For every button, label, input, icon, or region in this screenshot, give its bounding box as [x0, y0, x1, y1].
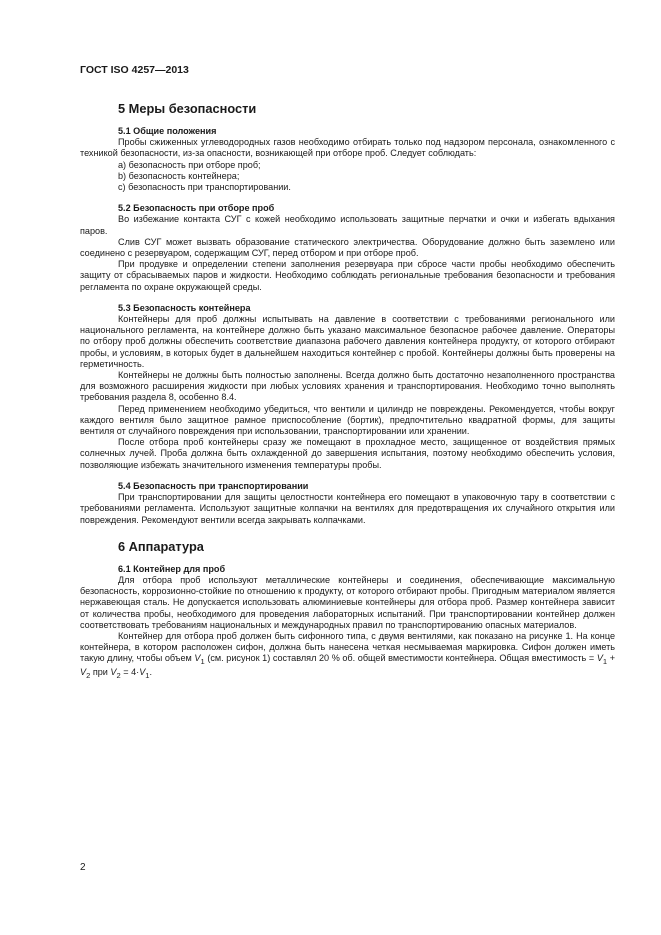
section-5-1-title: 5.1 Общие положения [118, 126, 217, 136]
section-5-title: 5 Меры безопасности [118, 101, 257, 116]
list-item: c) безопасность при транспортировании. [118, 182, 291, 193]
list-item: b) безопасность контейнера; [118, 170, 240, 181]
paragraph-formula: Контейнер для отбора проб должен быть сифонного типа, с двумя вентилями, как показано на рисунке 1. На конце контейнера, в котором расположен сифон, должна быть нанесена четкая несмываемая маркировка. Сифон должен иметь такую длину, чтобы объем $V_1$ (см. рисунок 1) составлял 20 % об. общей вместимости контейнера. Общая вместимость = $V_1 + V_2$ при $V_2 = 4\cdot V_1$. [80, 630, 616, 681]
paragraph: При продувке и определении степени заполнения резервуара при сбросе части пробы необходимо обеспечить защиту от сбрасываемых паров и жидкости. Необходимо соблюдать региональные требования безопасности и требования регламента по охране окружающей среды. [80, 259, 615, 292]
paragraph: Контейнеры для проб должны испытывать на давление в соответствии с требованиями регионального или национального регламента, на контейнере должно быть указано максимальное безопасное рабочее давление. Операторы по отбору проб должны обеспечить соответствие диапазона рабочего давления контейнера продукту, от которого отбирают пробы, и условиям, в которых будет в дальнейшем находиться контейнер с пробой. Контейнеры должны быть проверены на герметичность. [80, 314, 615, 369]
paragraph: Пробы сжиженных углеводородных газов необходимо отбирать только под надзором персонала, ознакомленного с техникой безопасности, из-за опасности, возникающей при отборе проб. Следует соблюдать: [80, 137, 615, 159]
paragraph: Перед применением необходимо убедиться, что вентили и цилиндр не повреждены. Рекомендуется, чтобы вокруг каждого вентиля было защитное рамное приспособление (бортик), предпочтительно квадратной формы, для защиты вентиля от случайного повреждения при использовании, транспортировании или хранении. [80, 403, 615, 437]
page-body [80, 102, 615, 681]
paragraph: Для отбора проб используют металлические контейнеры и соединения, обеспечивающие максимальную безопасность, коррозионно-стойкие по отношению к продукту, от которого отбирают пробы. Пригодным материалом является нержавеющая сталь. Не допускается использовать алюминиевые контейнеры для отбора проб. Размер контейнера зависит от количества пробы, необходимого для проведения лабораторных испытаний. При транспортировании контейнер должен соответствовать требованиям национальных и международных правил по транспортированию опасных материалов. [80, 574, 615, 630]
section-5-4-title: 5.4 Безопасность при транспортировании [118, 480, 309, 491]
list-item: a) безопасность при отборе проб; [118, 159, 261, 170]
section-5-2-title: 5.2 Безопасность при отборе проб [118, 203, 275, 214]
paragraph: Слив СУГ может вызвать образование статического электричества. Оборудование должно быть заземлено или соединено с резервуаром, содержащим СУГ, перед отбором и при отборе проб. [80, 236, 615, 259]
section-5-3-title: 5.3 Безопасность контейнера [118, 302, 251, 313]
paragraph: Контейнеры не должны быть полностью заполнены. Всегда должно быть достаточно незаполненного пространства для возможного расширения жидкости при любых условиях хранения и транспортирования. Необходимо точно выполнять требования раздела 8, особенно 8.4. [80, 370, 615, 403]
paragraph: Во избежание контакта СУГ с кожей необходимо использовать защитные перчатки и очки и избегать вдыхания паров. [80, 214, 615, 236]
paragraph: При транспортировании для защиты целостности контейнера его помещают в упаковочную тару в соответствии с требованиями регламента. Используют защитные колпачки на вентилях для предотвращения их случайного открытия или повреждения. Рекомендуют вентили всегда закрывать колпачками. [80, 492, 615, 525]
section-6-1-title: 6.1 Контейнер для проб [118, 563, 226, 574]
section-6-title: 6 Аппаратура [118, 538, 204, 554]
document-header: ГОСТ ISO 4257—2013 [80, 64, 189, 76]
page-number: 2 [80, 862, 86, 873]
paragraph: После отбора проб контейнеры сразу же помещают в прохладное место, защищенное от воздействия прямых солнечных лучей. Проба должна быть охлажденной до завершения испытания, поэтому необходимо обеспечить условия, позволяющие избежать значительного изменения температуры пробы. [80, 437, 615, 470]
